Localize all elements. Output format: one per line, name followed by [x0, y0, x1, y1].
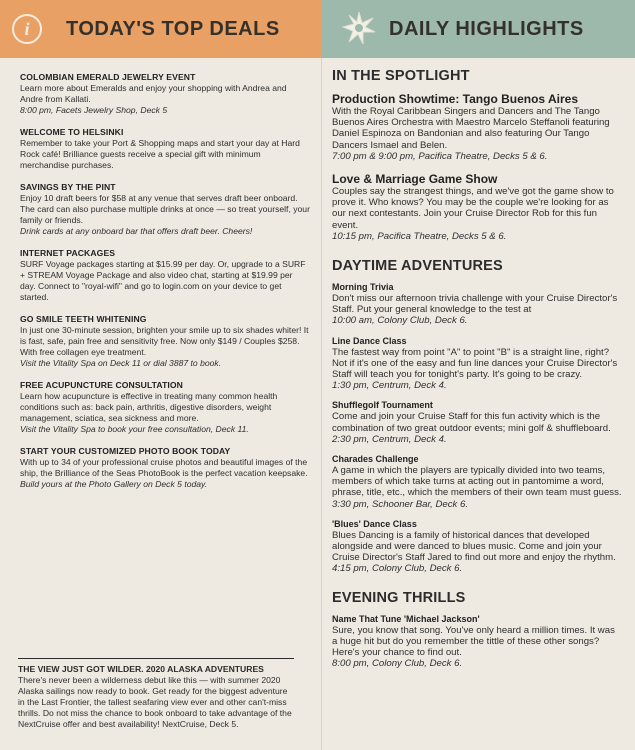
activity-body: The fastest way from point "A" to point "B" is a straight line, right? Not if it's one of the easy and fun line dances your Cruise Director's Staff will teach you for tonight's party. It's going to be crazy. — [332, 346, 618, 381]
spotlight-title: Production Showtime: Tango Buenos Aires — [332, 92, 579, 106]
activity-title: Charades Challenge — [332, 454, 419, 465]
activity-foot: 2:30 pm, Centrum, Deck 4. — [332, 433, 447, 445]
spotlight-item — [332, 92, 622, 162]
activity-item — [332, 519, 622, 575]
alaska-promo — [18, 658, 294, 730]
deal-title: SAVINGS BY THE PINT — [20, 182, 116, 192]
highlights-header — [321, 0, 635, 58]
deal-foot: 8:00 pm, Facets Jewelry Shop, Deck 5 — [20, 105, 168, 115]
deal-title: FREE ACUPUNCTURE CONSULTATION — [20, 380, 183, 390]
deal-foot: Build yours at the Photo Gallery on Deck 5 today. — [20, 479, 208, 489]
deal-body: In just one 30-minute session, brighten your smile up to six shades whiter! It is fast, safe, pain free and sensitivity free. Now only $149 / Couples $258. With free collagen eye treatment. — [20, 325, 309, 357]
deal-foot: Visit the Vitality Spa on Deck 11 or dial 3887 to book. — [20, 358, 222, 368]
deal-body: With up to 34 of your professional cruise photos and beautiful images of the ship, the Brilliance of the Seas PhotoBook is the perfect vacation keepsake. — [20, 457, 308, 478]
activity-body: Come and join your Cruise Staff for this fun activity which is the combination of two great outdoor events; mini golf & shuffleboard. — [332, 411, 611, 434]
deals-title: TODAY'S TOP DEALS — [66, 17, 280, 40]
activity-item — [332, 282, 622, 327]
promo-body: There's never been a wilderness debut like this — with summer 2020 Alaska sailings now ready to book. Get ready for the biggest adventure in the Last Frontier, the tallest seafaring view ever and other can't-miss thrills. Do not miss the chance to book onboard to take advantage of the NextCruise offer and best availability! NextCruise, Deck 5. — [18, 675, 292, 729]
deal-title: INTERNET PACKAGES — [20, 248, 116, 258]
deal-item — [20, 446, 310, 490]
deal-foot: Visit the Vitality Spa to book your free consultation, Deck 11. — [20, 424, 249, 434]
deal-item — [20, 72, 310, 116]
star-icon — [341, 10, 377, 46]
activity-foot: 8:00 pm, Colony Club, Deck 6. — [332, 658, 463, 670]
column-divider — [321, 58, 322, 750]
deal-body: Enjoy 10 draft beers for $58 at any venue that serves draft beer onboard. The card can also purchase multiple drinks at once — so treat yourself, your family or friends. — [20, 193, 310, 225]
deal-body: Learn how acupuncture is effective in treating many common health conditions such as: back pain, arthritis, digestive disorders, weight management, sciatica, sea sickness and more. — [20, 391, 278, 423]
deal-title: GO SMILE TEETH WHITENING — [20, 314, 147, 324]
activity-title: Morning Trivia — [332, 282, 394, 293]
deal-item — [20, 182, 310, 237]
evening-heading: EVENING THRILLS — [332, 589, 466, 606]
spotlight-heading: IN THE SPOTLIGHT — [332, 68, 470, 84]
spotlight-foot: 10:15 pm, Pacifica Theatre, Decks 5 & 6. — [332, 230, 507, 242]
activity-body: Blues Dancing is a family of historical dances that developed alongside and were danced to blues music. Come and join your Cruise Director's Staff Jared to find out more and enjoy the rhythm. — [332, 529, 616, 564]
spotlight-item — [332, 172, 622, 242]
activity-title: 'Blues' Dance Class — [332, 518, 417, 529]
spotlight-body: With the Royal Caribbean Singers and Dancers and The Tango Buenos Aires Orchestra with Maestro Marcelo Steffanoli featuring Daniel Espinoza on Bandonian and also featuring Our Tango Dancers Ismael and Belen. — [332, 106, 610, 151]
highlights-column — [332, 68, 622, 679]
spotlight-foot: 7:00 pm & 9:00 pm, Pacifica Theatre, Decks 5 & 6. — [332, 150, 548, 162]
activity-item — [332, 400, 622, 445]
deal-body: Remember to take your Port & Shopping maps and start your day at Hard Rock café! Brilliance guests receive a special gift with minimum merchandise purchases. — [20, 138, 300, 170]
activity-item — [332, 614, 622, 670]
activity-title: Line Dance Class — [332, 335, 407, 346]
deal-item — [20, 380, 310, 435]
info-icon: i — [12, 14, 42, 44]
deal-body: Learn more about Emeralds and enjoy your shopping with Andrea and Andre from Kallati. — [20, 83, 287, 104]
spotlight-body: Couples say the strangest things, and we've got the game show to prove it. Who knows? You may be the couple we're looking for as our next contestants. Join your Cruise Director Rob for this fun event. — [332, 186, 614, 231]
activity-item — [332, 454, 622, 510]
activity-item — [332, 336, 622, 392]
deal-title: COLOMBIAN EMERALD JEWELRY EVENT — [20, 72, 196, 82]
deal-item — [20, 314, 310, 369]
activity-body: Sure, you know that song. You've only heard a million times. It was a huge hit but do you remember the tittle of these other songs? Here's your chance to find out. — [332, 624, 615, 659]
activity-foot: 4:15 pm, Colony Club, Deck 6. — [332, 563, 463, 575]
deal-title: WELCOME TO HELSINKI — [20, 127, 124, 137]
deal-body: SURF Voyage packages starting at $15.99 per day. Or, upgrade to a SURF + STREAM Voyage Package and also video chat, starting at $19.99 per day. Connect to "royal-wifi" and go to login.com on your device to get started. — [20, 259, 306, 302]
activity-title: Name That Tune 'Michael Jackson' — [332, 613, 480, 624]
deal-title: START YOUR CUSTOMIZED PHOTO BOOK TODAY — [20, 446, 231, 456]
daytime-heading: DAYTIME ADVENTURES — [332, 258, 503, 275]
spotlight-title: Love & Marriage Game Show — [332, 172, 498, 187]
promo-title: THE VIEW JUST GOT WILDER. 2020 ALASKA ADVENTURES — [18, 664, 264, 674]
activity-title: Shufflegolf Tournament — [332, 400, 433, 411]
deals-header — [0, 0, 321, 58]
deal-foot: Drink cards at any onboard bar that offers draft beer. Cheers! — [20, 226, 253, 236]
activity-body: A game in which the players are typically divided into two teams, members of which take turns at acting out in pantomime a word, phrase, title, etc., which the members of their own team must guess. — [332, 465, 622, 499]
activity-foot: 1:30 pm, Centrum, Deck 4. — [332, 380, 447, 392]
activity-foot: 3:30 pm, Schooner Bar, Deck 6. — [332, 498, 468, 510]
deals-column — [20, 72, 310, 501]
activity-body: Don't miss our afternoon trivia challenge with your Cruise Director's Staff. Put your general knowledge to the test at — [332, 293, 618, 316]
deal-item — [20, 127, 310, 171]
activity-foot: 10:00 am, Colony Club, Deck 6. — [332, 315, 468, 327]
highlights-title: DAILY HIGHLIGHTS — [389, 17, 584, 40]
deal-item — [20, 248, 310, 303]
